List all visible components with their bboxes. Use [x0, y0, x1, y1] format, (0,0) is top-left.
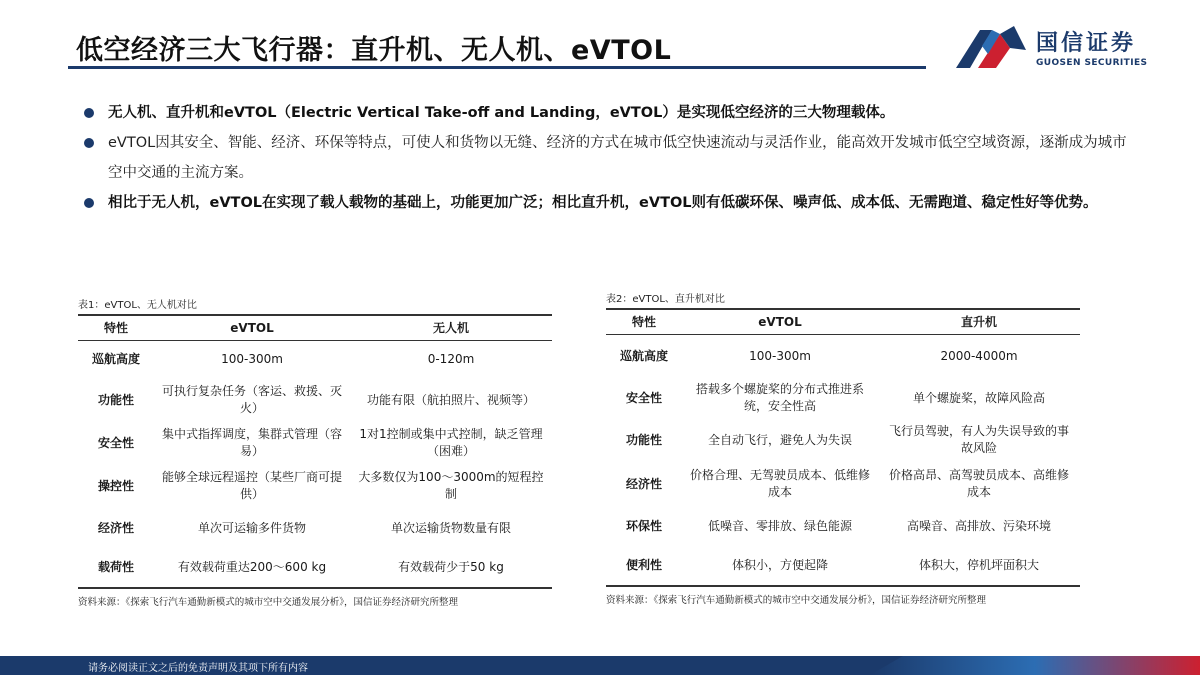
helicopter-cell: 单个螺旋桨，故障风险高: [912, 390, 1045, 405]
logo-chinese-name: 国信证券: [1036, 31, 1137, 56]
feature-cell: 便利性: [606, 546, 682, 586]
helicopter-cell: 体积大，停机坪面积大: [878, 546, 1080, 586]
feature-cell: 功能性: [97, 392, 134, 407]
evtol-cell: 低噪音、零排放、绿色能源: [707, 518, 852, 533]
table-source: 资料来源：《探索飞行汽车通勤新模式的城市空中交通发展分析》，国信证券经济研究所整理: [78, 597, 459, 608]
table-row: [606, 418, 1080, 462]
table-row: [78, 464, 552, 508]
column-header: 直升机: [878, 309, 1080, 334]
feature-cell: 操控性: [97, 478, 134, 493]
footer-disclaimer: 请务必阅读正文之后的免责声明及其项下所有内容: [88, 663, 308, 674]
table-row: [78, 422, 552, 464]
bullet-dot-icon: [84, 138, 94, 148]
evtol-cell: 全自动飞行，避免人为失误: [707, 432, 852, 447]
drone-cell: 0-120m: [427, 351, 475, 366]
bullet-item: [80, 98, 1130, 128]
table-caption: 表2：eVTOL、直升机对比: [606, 294, 725, 305]
drone-cell: 大多数仅为100～3000m的短程控制: [358, 470, 544, 501]
column-header: 特性: [606, 309, 682, 334]
column-header: 特性: [78, 315, 154, 340]
helicopter-cell: 高噪音、高排放、污染环境: [906, 518, 1051, 533]
table-source: 资料来源：《探索飞行汽车通勤新模式的城市空中交通发展分析》，国信证券经济研究所整理: [606, 595, 987, 606]
evtol-cell: 能够全球远程遥控（某些厂商可提供）: [161, 470, 342, 501]
helicopter-cell: 价格高昂、高驾驶员成本、高维修成本: [888, 468, 1069, 499]
column-header: 无人机: [350, 315, 552, 340]
table-row: [606, 506, 1080, 546]
title-underline: [68, 66, 926, 69]
evtol-cell: 可执行复杂任务（客运、救援、灭火）: [161, 384, 342, 415]
bullet-list: [80, 98, 1130, 218]
evtol-cell: 单次可运输多件货物: [197, 520, 306, 535]
table-row: [606, 462, 1080, 506]
logo-english-name: GUOSEN SECURITIES: [1036, 58, 1148, 68]
page-title: 低空经济三大飞行器：直升机、无人机、eVTOL: [76, 35, 672, 66]
evtol-cell: 100-300m: [221, 351, 283, 366]
column-header: eVTOL: [154, 315, 350, 340]
evtol-cell: 体积小，方便起降: [682, 546, 878, 586]
feature-cell: 安全性: [97, 435, 134, 450]
column-header: eVTOL: [682, 309, 878, 334]
drone-cell: 1对1控制或集中式控制，缺乏管理（困难）: [359, 427, 543, 458]
feature-cell: 巡航高度: [91, 351, 140, 366]
bullet-item: [80, 188, 1130, 218]
table-evtol-vs-helicopter: [606, 290, 1080, 606]
drone-cell: 功能有限（航拍照片、视频等）: [366, 392, 535, 407]
table-row: [78, 340, 552, 378]
table-header-row: [606, 309, 1080, 334]
table-evtol-vs-drone: [78, 296, 552, 608]
table-row: [78, 548, 552, 588]
table-row: [606, 546, 1080, 586]
company-logo: [952, 22, 1152, 74]
bullet-item: [80, 128, 1130, 188]
bullet-dot-icon: [84, 198, 94, 208]
footer-accent-stripe: [870, 656, 1200, 675]
feature-cell: 巡航高度: [619, 348, 668, 363]
evtol-cell: 100-300m: [749, 348, 811, 363]
drone-cell: 单次运输货物数量有限: [390, 520, 511, 535]
table-row: [606, 334, 1080, 378]
comparison-table: [606, 308, 1080, 587]
table-row: [78, 378, 552, 422]
evtol-cell: 集中式指挥调度，集群式管理（容易）: [161, 427, 342, 458]
feature-cell: 功能性: [625, 432, 662, 447]
table-caption: 表1：eVTOL、无人机对比: [78, 300, 197, 311]
table-row: [606, 378, 1080, 418]
evtol-cell: 有效载荷重达200～600 kg: [154, 548, 350, 588]
table-header-row: [78, 315, 552, 340]
bullet-dot-icon: [84, 108, 94, 118]
feature-cell: 经济性: [97, 520, 134, 535]
helicopter-cell: 飞行员驾驶，有人为失误导致的事故风险: [888, 424, 1069, 455]
bullet-text: 无人机、直升机和eVTOL（Electric Vertical Take-off and Landing，eVTOL）是实现低空经济的三大物理载体。: [108, 105, 895, 121]
table-row: [78, 508, 552, 548]
bullet-text: eVTOL因其安全、智能、经济、环保等特点，可使人和货物以无缝、经济的方式在城市低空快速流动与灵活作业，能高效开发城市低空空域资源，逐渐成为城市空中交通的主流方案。: [108, 135, 1127, 181]
evtol-cell: 搭载多个螺旋桨的分布式推进系统，安全性高: [695, 382, 864, 413]
feature-cell: 环保性: [625, 518, 662, 533]
bullet-text: 相比于无人机，eVTOL在实现了载人载物的基础上，功能更加广泛；相比直升机，eVTOL则有低碳环保、噪声低、成本低、无需跑道、稳定性好等优势。: [108, 195, 1098, 211]
helicopter-cell: 2000-4000m: [940, 348, 1018, 363]
feature-cell: 经济性: [625, 476, 662, 491]
feature-cell: 载荷性: [78, 548, 154, 588]
comparison-table: [78, 314, 552, 589]
drone-cell: 有效载荷少于50 kg: [350, 548, 552, 588]
guosen-logo-icon: [952, 24, 1028, 70]
feature-cell: 安全性: [625, 390, 662, 405]
evtol-cell: 价格合理、无驾驶员成本、低维修成本: [689, 468, 870, 499]
